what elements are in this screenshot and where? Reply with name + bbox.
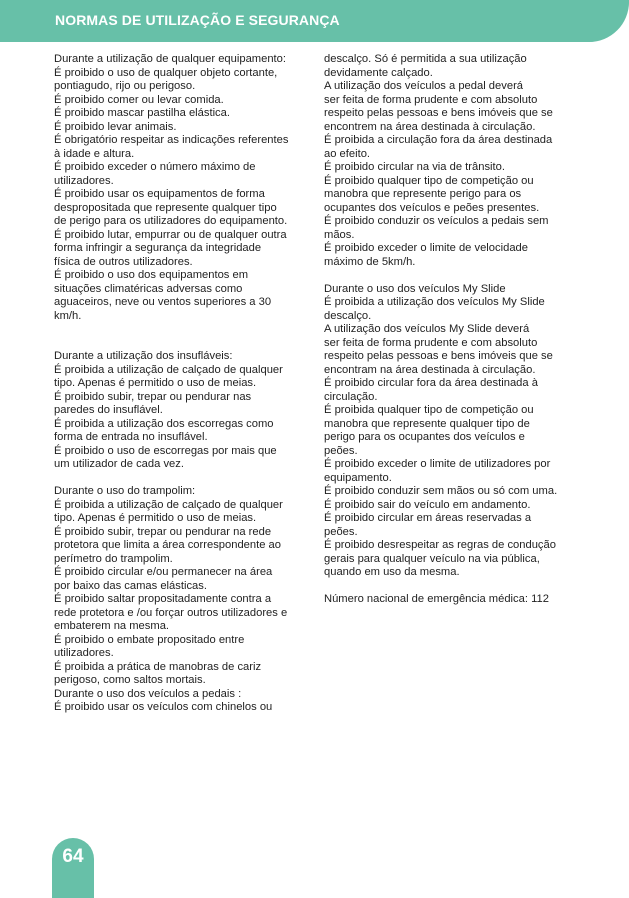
section-spacer xyxy=(324,580,577,594)
inflatables-rules xyxy=(54,350,307,472)
equipment-rule-food: É proibido comer ou levar comida. xyxy=(54,93,224,106)
my-slide-rule-competition: É proibida qualquer tipo de competição ou manobra que represente qualquer tipo de perigo para os ocupantes dos veículos e peões. xyxy=(324,404,534,457)
pedal-vehicles-rules-continued xyxy=(324,53,577,269)
pedal-vehicles-rule-prudent-use: A utilização dos veículos a pedal deverá ser feita de forma prudente e com absoluto respeito pelas pessoas e bens imóveis que se encontrem na área destinada à circulação. xyxy=(324,80,553,133)
trampoline-rule-jump-net: É proibido saltar propositadamente contra a rede protetora e /ou forçar outros utilizadores e embaterem na mesma. xyxy=(54,593,288,632)
page-number-tab xyxy=(52,838,94,898)
my-slide-rule-hands: É proibido conduzir sem mãos ou só com uma. xyxy=(324,485,558,497)
my-slide-rules xyxy=(324,283,577,580)
section-spacer xyxy=(54,323,307,350)
my-slide-rule-barefoot: É proibida a utilização dos veículos My Slide descalço. xyxy=(324,296,545,322)
trampoline-rule-net: É proibido subir, trepar ou pendurar na rede protetora que limita a área correspondente ao perímetro do trampolim. xyxy=(54,525,282,565)
equipment-rule-sharp-objects: É proibido o uso de qualquer objeto cortante, pontiagudo, rijo ou perigoso. xyxy=(54,66,278,92)
equipment-rule-age-height: É obrigatório respeitar as indicações referentes à idade e altura. xyxy=(54,134,289,160)
my-slide-rule-prudent-use: A utilização dos veículos My Slide deverá ser feita de forma prudente e com absoluto respeito pelas pessoas e bens imóveis que se encontram na área destinada à circulação. xyxy=(324,323,553,376)
inflatables-rule-one-user: É proibido o uso de escorregas por mais que um utilizador de cada vez. xyxy=(54,444,277,470)
pedal-vehicles-rule-outside-area: É proibida a circulação fora da área destinada ao efeito. xyxy=(324,134,553,160)
my-slide-rule-road-rules: É proibido desrespeitar as regras de condução gerais para qualquer veículo na via pública, quando em uso da mesma. xyxy=(324,539,556,578)
inflatables-rule-shoes: É proibida a utilização de calçado de qualquer tipo. Apenas é permitido o uso de meias. xyxy=(54,363,283,389)
page-number: 64 xyxy=(62,846,84,867)
emergency-number: Número nacional de emergência médica: 112 xyxy=(324,593,549,605)
pedal-vehicles-rule-speed: É proibido exceder o limite de velocidade máximo de 5km/h. xyxy=(324,242,528,268)
equipment-rule-gum: É proibido mascar pastilha elástica. xyxy=(54,107,230,119)
section-spacer xyxy=(324,269,577,283)
equipment-rule-misuse: É proibido usar os equipamentos de forma despropositada que represente qualquer tipo de perigo para os utilizadores do equipamento. xyxy=(54,188,288,227)
pedal-vehicles-rule-traffic-road: É proibido circular na via de trânsito. xyxy=(324,161,505,173)
equipment-heading: Durante a utilização de qualquer equipamento: xyxy=(54,53,286,65)
pedal-vehicles-rule-footwear-start: É proibido usar os veículos com chinelos ou xyxy=(54,701,273,713)
pedal-vehicles-rule-no-hands: É proibido conduzir os veículos a pedais sem mãos. xyxy=(324,215,549,241)
header-band xyxy=(0,0,629,42)
trampoline-heading: Durante o uso do trampolim: xyxy=(54,485,196,497)
inflatables-rule-climbing: É proibido subir, trepar ou pendurar nas paredes do insuflável. xyxy=(54,390,252,416)
right-column xyxy=(324,53,577,607)
my-slide-heading: Durante o uso dos veículos My Slide xyxy=(324,282,506,295)
trampoline-rule-collision: É proibido o embate propositado entre utilizadores. xyxy=(54,633,245,659)
equipment-rule-weather: É proibido o uso dos equipamentos em situações climatéricas adversas como aguaceiros, neve ou ventos superiores a 30 km/h. xyxy=(54,269,272,322)
my-slide-rule-user-limit: É proibido exceder o limite de utilizadores por equipamento. xyxy=(324,458,551,484)
my-slide-rule-outside-area: É proibido circular fora da área destinada à circulação. xyxy=(324,377,538,403)
equipment-rule-fighting: É proibido lutar, empurrar ou de qualquer outra forma infringir a segurança da integridade física de outros utilizadores. xyxy=(54,228,287,268)
equipment-rules xyxy=(54,53,307,323)
pedal-vehicles-heading: Durante o uso dos veículos a pedais : xyxy=(54,687,242,700)
equipment-rule-animals: É proibido levar animais. xyxy=(54,120,177,133)
pedal-vehicles-rule-competition: É proibido qualquer tipo de competição ou manobra que represente perigo para os ocupantes dos veículos e peões presentes. xyxy=(324,174,540,214)
page-title: NORMAS DE UTILIZAÇÃO E SEGURANÇA xyxy=(55,12,340,28)
inflatables-rule-slide-entry: É proibida a utilização dos escorregas como forma de entrada no insuflável. xyxy=(54,417,274,443)
my-slide-rule-exit-moving: É proibido sair do veículo em andamento. xyxy=(324,498,531,511)
pedal-vehicles-rule-footwear-end: descalço. Só é permitida a sua utilização devidamente calçado. xyxy=(324,53,527,79)
trampoline-rule-under-beds: É proibido circular e/ou permanecer na área por baixo das camas elásticas. xyxy=(54,566,273,592)
left-column xyxy=(54,53,307,715)
equipment-rule-max-users: É proibido exceder o número máximo de utilizadores. xyxy=(54,161,256,187)
trampoline-rules xyxy=(54,485,307,688)
trampoline-rule-shoes: É proibida a utilização de calçado de qualquer tipo. Apenas é permitido o uso de meias. xyxy=(54,498,283,524)
pedal-vehicles-rules-start xyxy=(54,688,307,715)
inflatables-heading: Durante a utilização dos insufláveis: xyxy=(54,350,233,362)
my-slide-rule-pedestrian-areas: É proibido circular em áreas reservadas a peões. xyxy=(324,512,532,538)
section-spacer xyxy=(54,472,307,486)
trampoline-rule-stunts: É proibida a prática de manobras de cariz perigoso, como saltos mortais. xyxy=(54,660,262,686)
